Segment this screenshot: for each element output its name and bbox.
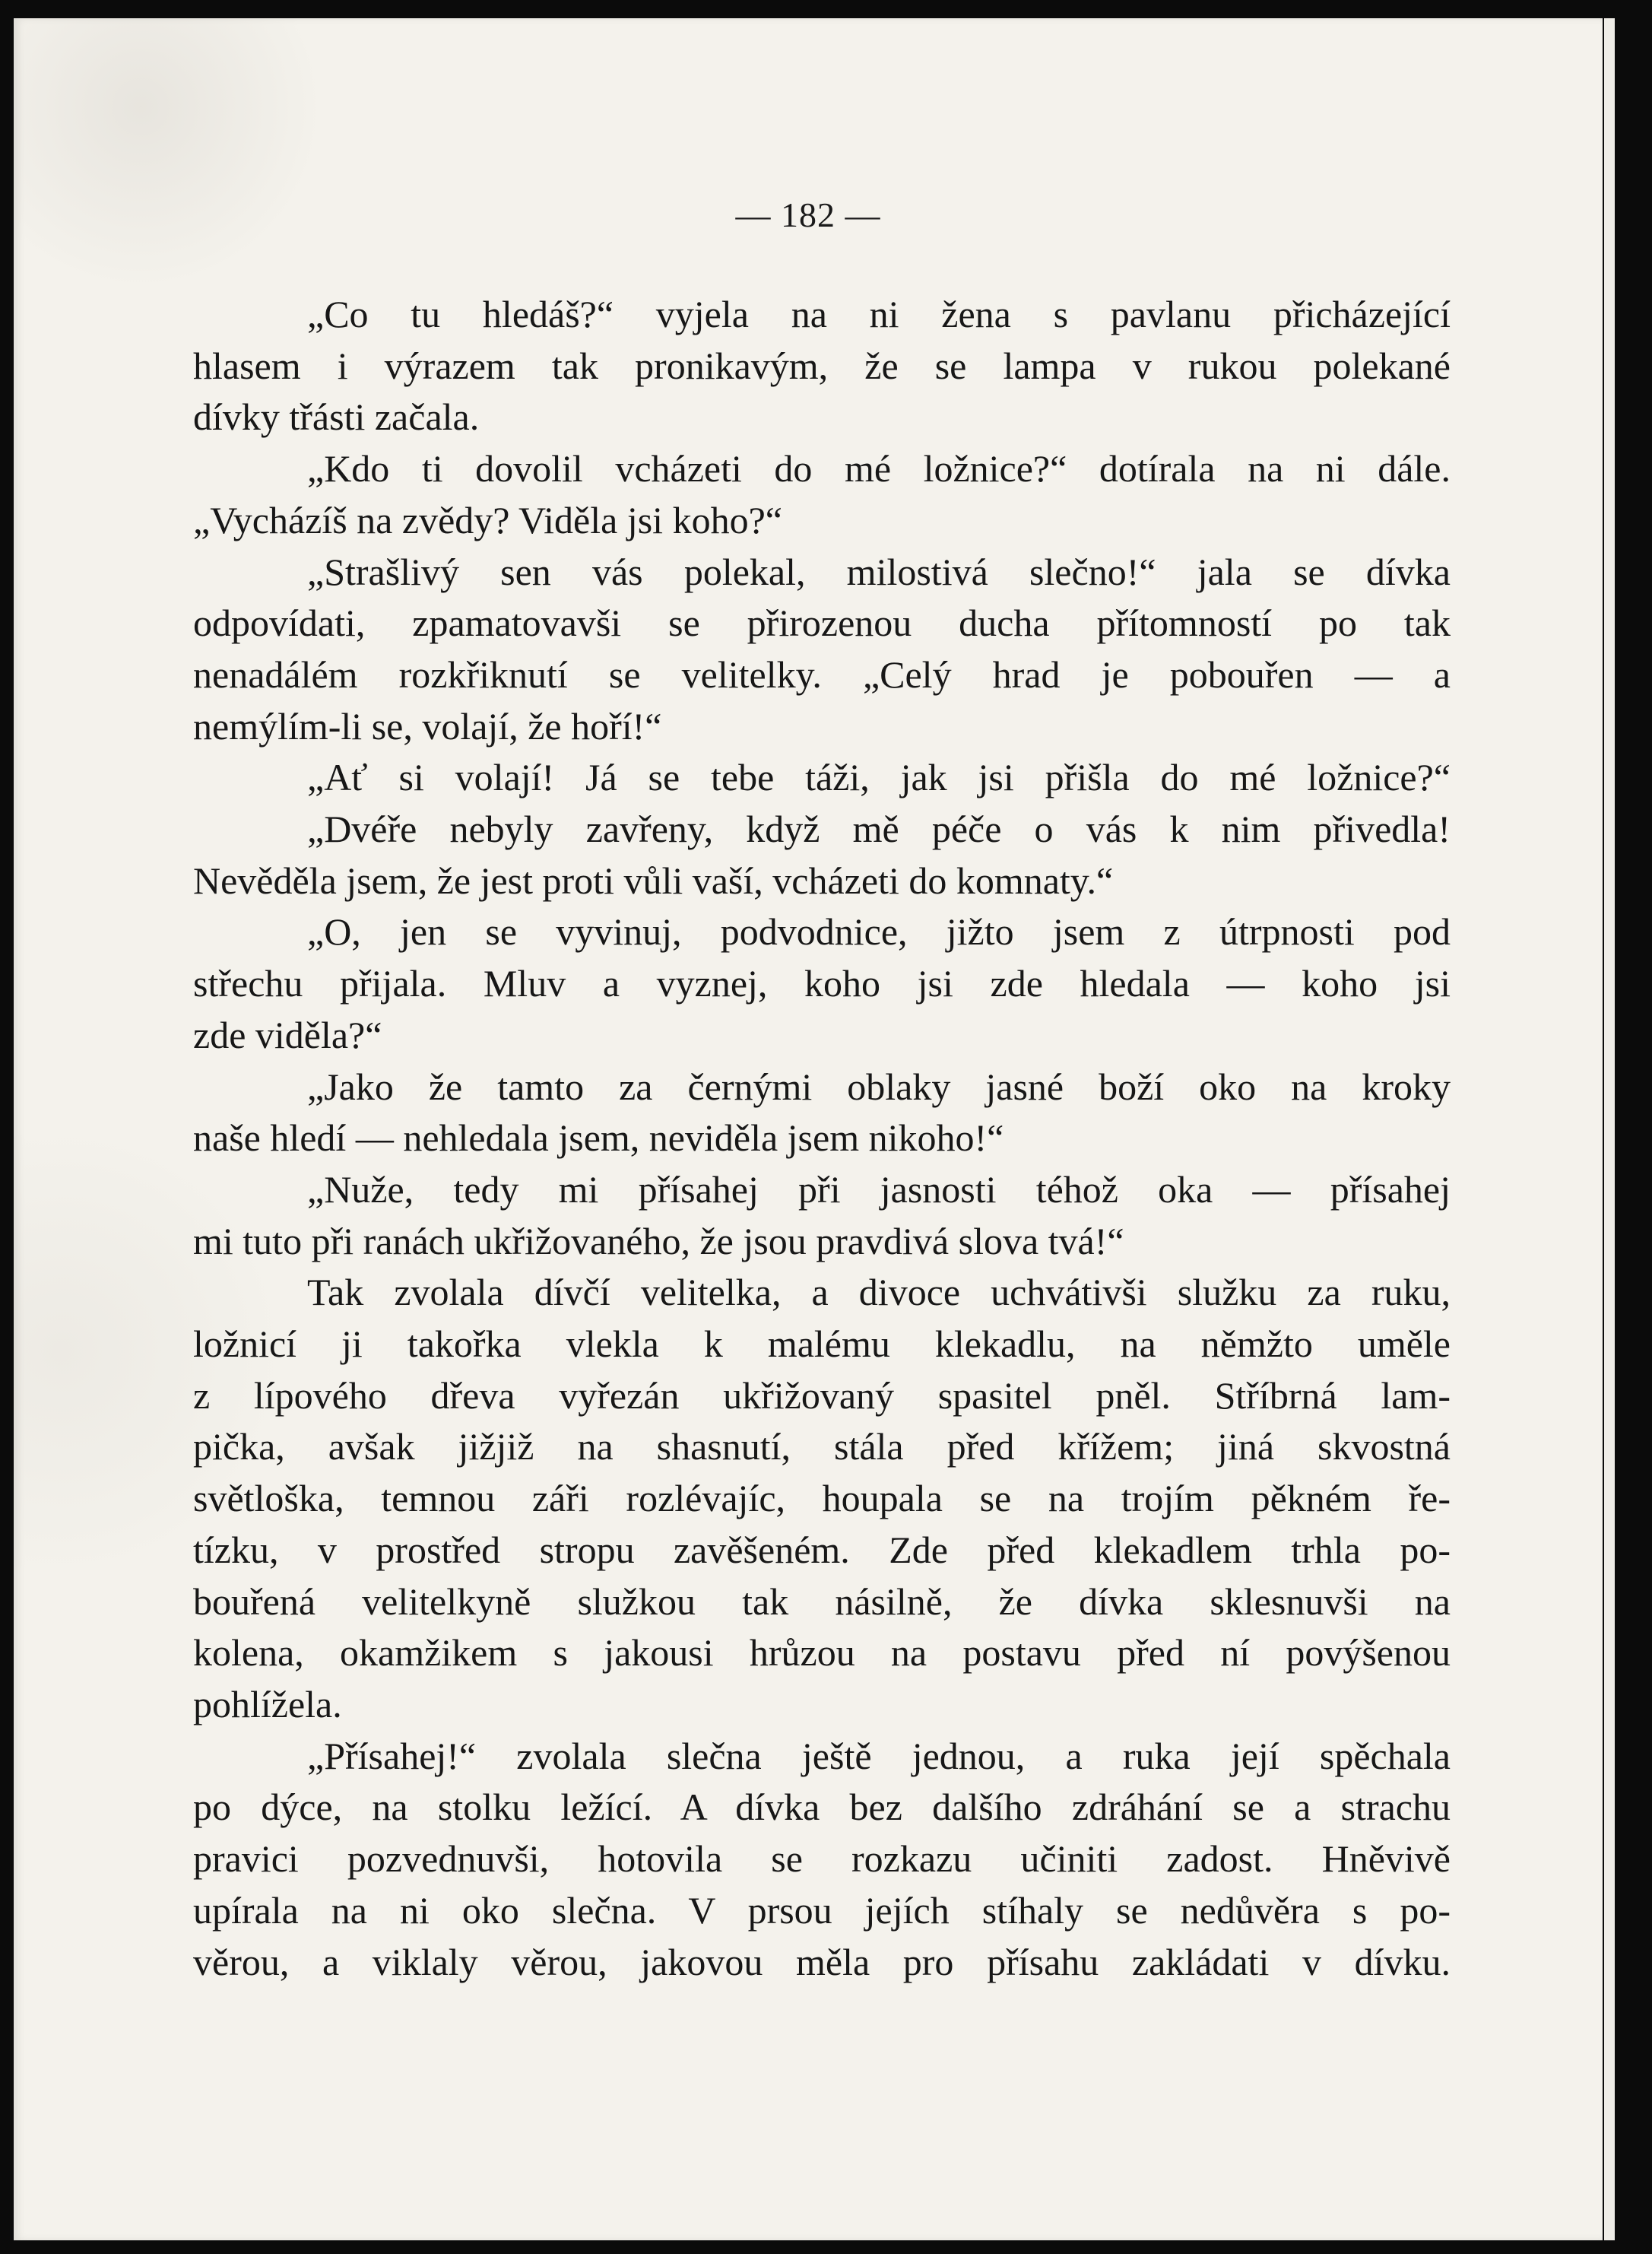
text-line: „Nuže, tedy mi přísahej při jasnosti téhož oka — přísahej <box>307 1167 1451 1211</box>
text-line: „Vycházíš na zvědy? Viděla jsi koho?“ <box>193 498 782 541</box>
text-line: nenadálém rozkřiknutí se velitelky. „Celý hrad je pobouřen — a <box>193 652 1451 696</box>
text-line: po dýce, na stolku ležící. A dívka bez dalšího zdráhání se a strachu <box>193 1786 1451 1829</box>
body-text <box>193 289 1451 1988</box>
text-line: „Strašlivý sen vás polekal, milostivá slečno!“ jala se dívka <box>307 550 1451 593</box>
text-line: pohlížela. <box>193 1682 342 1725</box>
text-line: upírala na ni oko slečna. V prsou jejích stíhaly se nedůvěra s po- <box>193 1888 1451 1932</box>
text-line: nemýlím-li se, volají, že hoří!“ <box>193 704 662 748</box>
text-line: „Co tu hledáš?“ vyjela na ni žena s pavlanu přicházející <box>307 293 1451 335</box>
text-line: „O, jen se vyvinuj, podvodnice, jižto jsem z útrpnosti pod <box>307 910 1451 954</box>
text-line: tízku, v prostřed stropu zavěšeném. Zde před klekadlem trhla po- <box>193 1528 1451 1571</box>
text-line: „Kdo ti dovolil vcházeti do mé ložnice?“ dotírala na ni dále. <box>307 447 1451 490</box>
text-line: střechu přijala. Mluv a vyznej, koho jsi zde hledala — koho jsi <box>193 962 1451 1005</box>
text-line: dívky třásti začala. <box>193 395 480 439</box>
text-line: pravici pozvednuvši, hotovila se rozkazu učiniti zadost. Hněvivě <box>193 1837 1451 1881</box>
text-line: mi tuto při ranách ukřižovaného, že jsou pravdivá slova tvá!“ <box>193 1219 1124 1262</box>
text-line: kolena, okamžikem s jakousi hrůzou na postavu před ní povýšenou <box>193 1631 1451 1675</box>
facing-page-edge <box>1604 18 1615 2240</box>
text-line: „Přísahej!“ zvolala slečna ještě jednou, a ruka její spěchala <box>307 1734 1451 1777</box>
text-line: „Ať si volají! Já se tebe táži, jak jsi přišla do mé ložnice?“ <box>307 756 1451 799</box>
text-line: „Dvéře nebyly zavřeny, když mě péče o vás k nim přivedla! <box>307 808 1451 851</box>
text-line: bouřená velitelkyně služkou tak násilně, že dívka sklesnuvši na <box>193 1579 1451 1623</box>
text-line: zde viděla?“ <box>193 1013 382 1056</box>
text-line: Nevěděla jsem, že jest proti vůli vaší, vcházeti do komnaty.“ <box>193 859 1114 902</box>
text-line: odpovídati, zpamatovavši se přirozenou ducha přítomností po tak <box>193 602 1451 645</box>
page-number: — 182 — <box>735 195 881 234</box>
text-line: světloška, temnou záři rozlévajíc, houpala se na trojím pěkném ře- <box>193 1477 1451 1520</box>
text-line: naše hledí — nehledala jsem, neviděla jsem nikoho!“ <box>193 1116 1004 1160</box>
text-line: z lípového dřeva vyřezán ukřižovaný spasitel pněl. Stříbrná lam- <box>193 1373 1451 1417</box>
book-page <box>14 18 1603 2240</box>
text-line: hlasem i výrazem tak pronikavým, že se lampa v rukou polekané <box>193 344 1451 387</box>
text-line: věrou, a viklaly věrou, jakovou měla pro přísahu zakládati v dívku. <box>193 1940 1451 1983</box>
text-line: „Jako že tamto za černými oblaky jasné boží oko na kroky <box>307 1065 1451 1108</box>
text-line: ložnicí ji takořka vlekla k malému klekadlu, na němžto uměle <box>193 1322 1451 1366</box>
text-line: Tak zvolala dívčí velitelka, a divoce uchvátivši služku za ruku, <box>307 1271 1451 1314</box>
text-line: pička, avšak jižjiž na shasnutí, stála před křížem; jiná skvostná <box>193 1425 1451 1468</box>
